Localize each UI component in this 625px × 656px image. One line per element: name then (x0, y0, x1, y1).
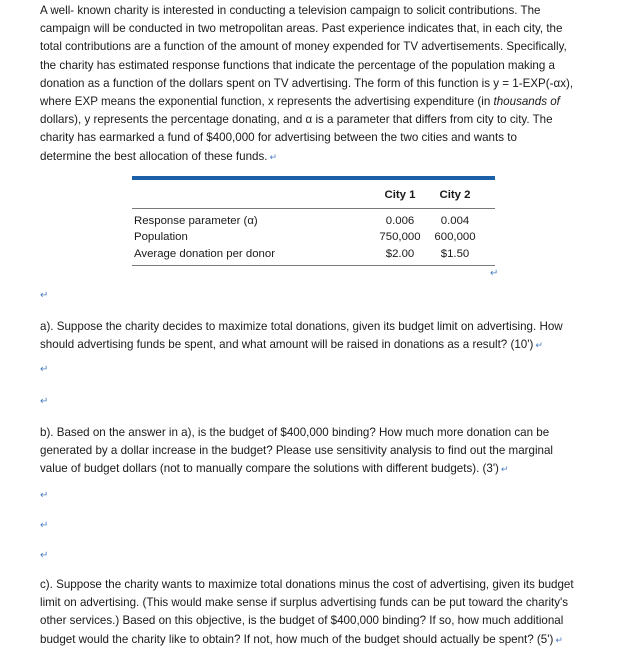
cell-city-2: $1.50 (440, 248, 470, 260)
paragraph-mark-icon: ↵ (40, 520, 49, 531)
question-c-line: limit on advertising. (This would make sense if surplus advertising funds can be put toward the charity's (40, 596, 569, 610)
intro-line: where EXP means the exponential function, x represents the advertising expenditure (in (40, 95, 494, 109)
row-label: Average donation per donor (134, 248, 276, 260)
table-header-row (132, 180, 495, 209)
question-a (40, 318, 588, 354)
intro-line: total contributions are a function of the amount of money expended for TV advertisements. Specifically, (40, 40, 567, 54)
intro-line: campaign will be conducted in two metropolitan areas. Past experience indicates that, in each city, the (40, 22, 563, 36)
table-row (132, 231, 495, 249)
paragraph-mark-icon: ↵ (40, 290, 49, 301)
question-a-line: a). Suppose the charity decides to maximize total donations, given its budget limit on advertising. How (40, 320, 563, 333)
table-body (132, 209, 495, 265)
intro-line: dollars), y represents the percentage donating, and α is a parameter that differs from city to city. The (40, 113, 553, 127)
question-b (40, 424, 588, 479)
question-a-line: should advertising funds be spent, and what amount will be raised in donations as a result? (10') (40, 338, 534, 352)
paragraph-mark-icon: ↵ (40, 490, 49, 501)
paragraph-mark-icon: ↵ (40, 550, 49, 561)
intro-line: determine the best allocation of these funds. (40, 149, 268, 163)
intro-paragraph (40, 2, 588, 166)
paragraph-mark-icon: ↵ (490, 268, 499, 279)
intro-line: A well- known charity is interested in conducting a television campaign to solicit contributions. The (40, 4, 541, 17)
table-row (132, 248, 495, 266)
row-label: Population (134, 231, 188, 243)
question-b-line: value of budget dollars (not to manually compare the solutions with different budgets). (3') (40, 462, 499, 476)
cell-city-1: 0.006 (385, 215, 415, 227)
cell-city-2: 0.004 (440, 215, 470, 227)
row-label: Response parameter (α) (134, 215, 258, 227)
header-city-2: City 2 (439, 189, 471, 201)
paragraph-mark-icon: ↵ (40, 396, 49, 407)
paragraph-mark-icon: ↵ (500, 464, 509, 475)
cell-city-1: 750,000 (379, 231, 421, 243)
intro-line: the charity has estimated response functions that indicate the percentage of the population making a (40, 58, 555, 72)
question-b-line: generated by a dollar increase in the budget? Please use sensitivity analysis to find out the marginal (40, 444, 554, 458)
question-c (40, 576, 588, 649)
header-city-1: City 1 (384, 189, 416, 201)
intro-line: donation as a function of the dollars spent on TV advertising. The form of this function is y = 1-EXP(-αx), (40, 76, 574, 90)
cell-city-2: 600,000 (434, 231, 476, 243)
question-c-line: c). Suppose the charity wants to maximize total donations minus the cost of advertising, given its budget (40, 578, 574, 591)
question-c-line: budget would the charity like to obtain? If not, how much of the budget should actually be spent? (5') (40, 632, 554, 646)
question-c-line: other services.) Based on this objective, is the budget of $400,000 binding? If so, how much additional (40, 614, 564, 628)
question-b-line: b). Based on the answer in a), is the budget of $400,000 binding? How much more donation can be (40, 426, 550, 439)
paragraph-mark-icon: ↵ (269, 151, 278, 162)
city-parameters-table (132, 176, 495, 266)
intro-italic: thousands of (493, 95, 560, 109)
cell-city-1: $2.00 (385, 248, 415, 260)
paragraph-mark-icon: ↵ (555, 634, 563, 645)
intro-line: charity has earmarked a fund of $400,000 for advertising between the two cities and wants to (40, 131, 517, 145)
paragraph-mark-icon: ↵ (40, 364, 49, 375)
paragraph-mark-icon: ↵ (535, 340, 543, 351)
